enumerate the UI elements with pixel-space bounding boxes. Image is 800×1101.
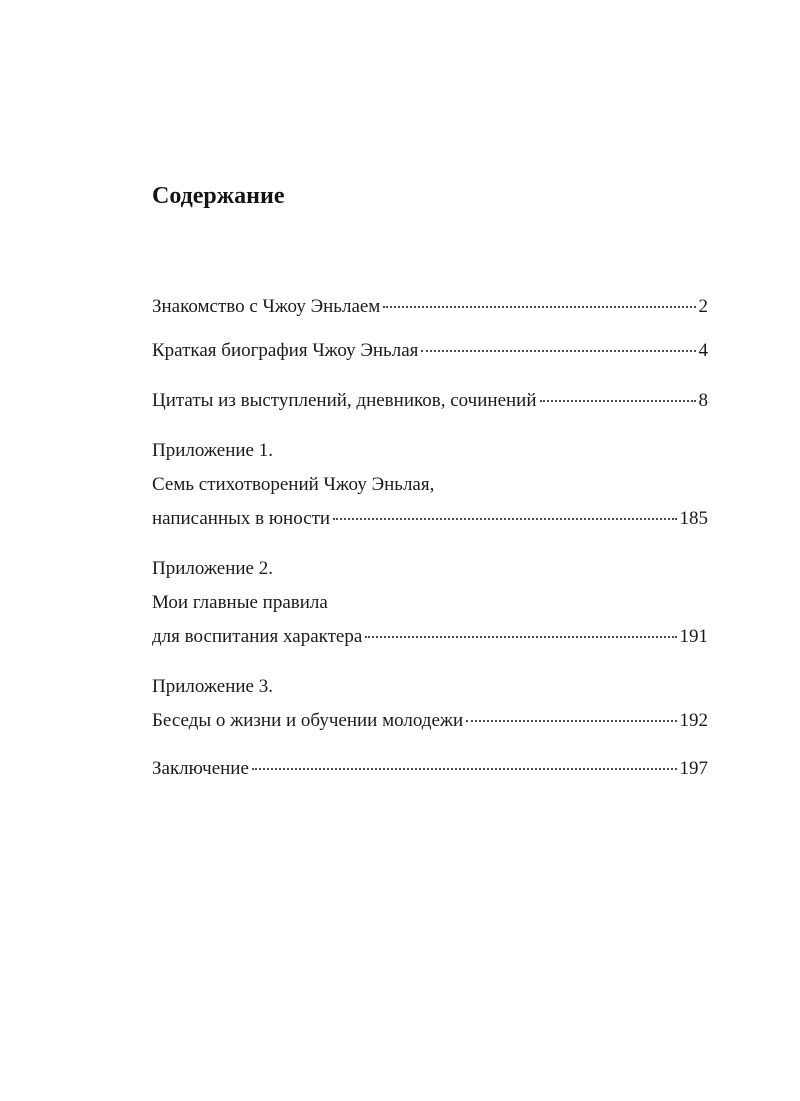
toc-entry-title: Краткая биография Чжоу Эньлая [152,340,419,361]
dot-leader [421,350,695,352]
toc-line [152,704,708,738]
dot-leader [333,518,676,520]
toc-entry-biography [152,334,708,368]
toc-entry-appendix-1 [152,434,708,536]
dot-leader [252,768,677,770]
toc-entry-appendix-3 [152,670,708,738]
toc-entry-title: Заключение [152,758,249,779]
toc-entry-title: Мои главные правила [152,592,328,613]
toc-entry-conclusion [152,752,708,786]
toc-entry-title-continued: написанных в юности [152,508,331,529]
dot-leader [540,400,696,402]
toc-page-number: 185 [679,508,708,529]
toc-page-number: 192 [679,710,708,731]
toc-entry-title-continued: для воспитания характера [152,626,363,647]
dot-leader [466,720,676,722]
toc-line [152,502,708,536]
toc-line [152,334,708,368]
toc-entry-title: Беседы о жизни и обучении молодежи [152,710,464,731]
toc-entry-title: Цитаты из выступлений, дневников, сочинений [152,390,537,411]
toc-entry-introduction [152,290,708,324]
toc-entry-appendix-2 [152,552,708,654]
toc-page-number: 4 [698,340,708,361]
contents-heading: Содержание [152,183,285,209]
toc-line [152,384,708,418]
toc-line [152,620,708,654]
toc-entry-label: Приложение 1. [152,440,273,461]
toc-entry-title: Знакомство с Чжоу Эньлаем [152,296,381,317]
toc-page-number: 197 [679,758,708,779]
toc-entry-label: Приложение 3. [152,676,273,697]
toc-entry-title: Семь стихотворений Чжоу Эньлая, [152,474,435,495]
toc-page-number: 191 [679,626,708,647]
table-of-contents [152,290,708,796]
dot-leader [383,306,695,308]
toc-entry-label: Приложение 2. [152,558,273,579]
toc-line [152,290,708,324]
toc-entry-quotes [152,384,708,418]
dot-leader [365,636,676,638]
toc-page-number: 2 [698,296,708,317]
toc-line [152,752,708,786]
toc-page-number: 8 [698,390,708,411]
